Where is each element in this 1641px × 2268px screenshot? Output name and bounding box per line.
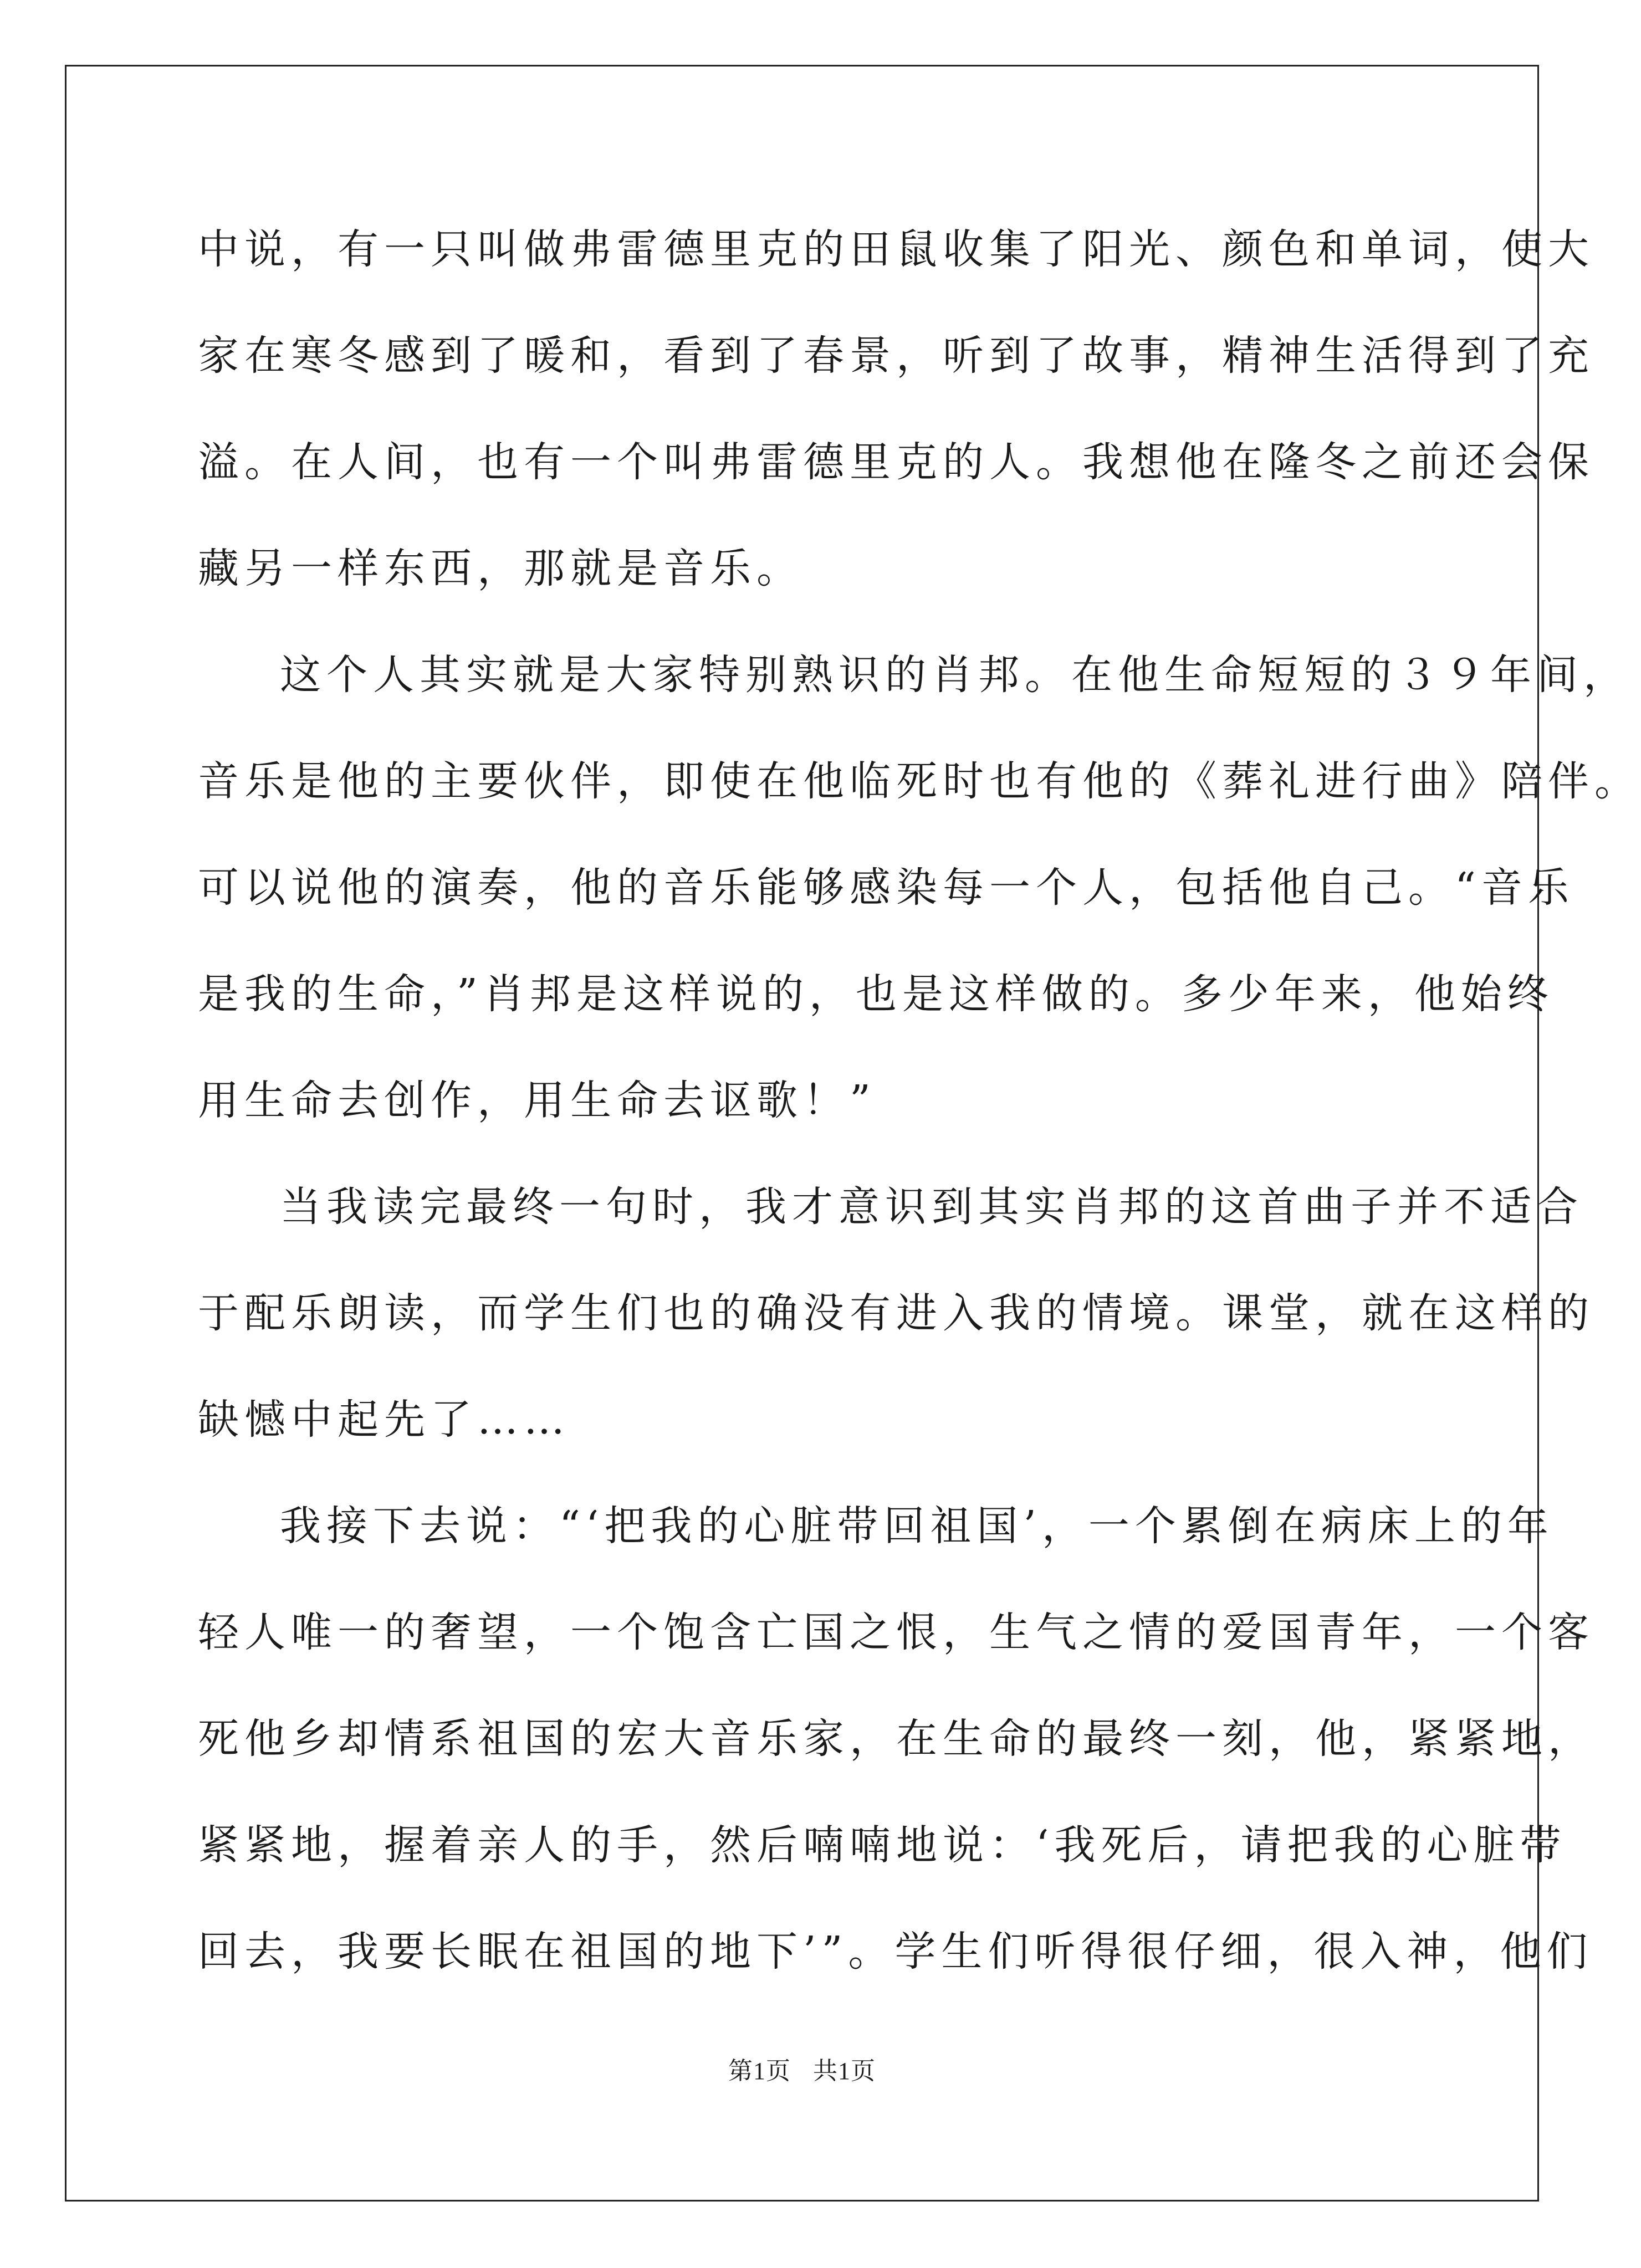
page-footer [0, 2055, 1604, 2088]
page-number: 第1页 [728, 2057, 791, 2085]
paragraph-first-line: 当我读完最终一句时，我才意识到其实肖邦的这首曲子并不适合 [280, 1183, 1583, 1231]
paragraph-first-line: 我接下去说：“‘把我的心脏带回祖国’，一个累倒在病床上的年 [280, 1502, 1554, 1550]
text-line: 藏另一样东西，那就是音乐。 [198, 545, 803, 592]
document-body [198, 211, 1641, 2019]
text-line: 回去，我要长眠在祖国的地下’”。学生们听得很仔细，很入神，他们 [198, 1928, 1593, 1975]
text-line: 死他乡却情系祖国的宏大音乐家，在生命的最终一刻，他，紧紧地， [198, 1715, 1594, 1763]
page-total: 共1页 [813, 2057, 876, 2085]
text-line: 缺憾中起先了…… [198, 1396, 570, 1443]
text-line: 中说，有一只叫做弗雷德里克的田鼠收集了阳光、颜色和单词，使大 [198, 226, 1594, 273]
text-line: 于配乐朗读，而学生们也的确没有进入我的情境。课堂，就在这样的 [198, 1289, 1594, 1337]
paragraph-first-line: 这个人其实就是大家特别熟识的肖邦。在他生命短短的３９年间， [280, 651, 1630, 699]
text-line: 溢。在人间，也有一个叫弗雷德里克的人。我想他在隆冬之前还会保 [198, 438, 1594, 486]
text-line: 是我的生命，”肖邦是这样说的，也是这样做的。多少年来，他始终 [198, 970, 1554, 1018]
text-line: 可以说他的演奏，他的音乐能够感染每一个人，包括他自己。“音乐 [198, 864, 1574, 912]
text-line: 音乐是他的主要伙伴，即使在他临死时也有他的《葬礼进行曲》陪伴。 [198, 757, 1641, 805]
text-line: 家在寒冬感到了暖和，看到了春景，听到了故事，精神生活得到了充 [198, 332, 1594, 380]
text-line: 紧紧地，握着亲人的手，然后喃喃地说：‘我死后，请把我的心脏带 [198, 1821, 1567, 1869]
text-line: 轻人唯一的奢望，一个饱含亡国之恨，生气之情的爱国青年，一个客 [198, 1609, 1594, 1656]
text-line: 用生命去创作，用生命去讴歌！” [198, 1077, 876, 1124]
